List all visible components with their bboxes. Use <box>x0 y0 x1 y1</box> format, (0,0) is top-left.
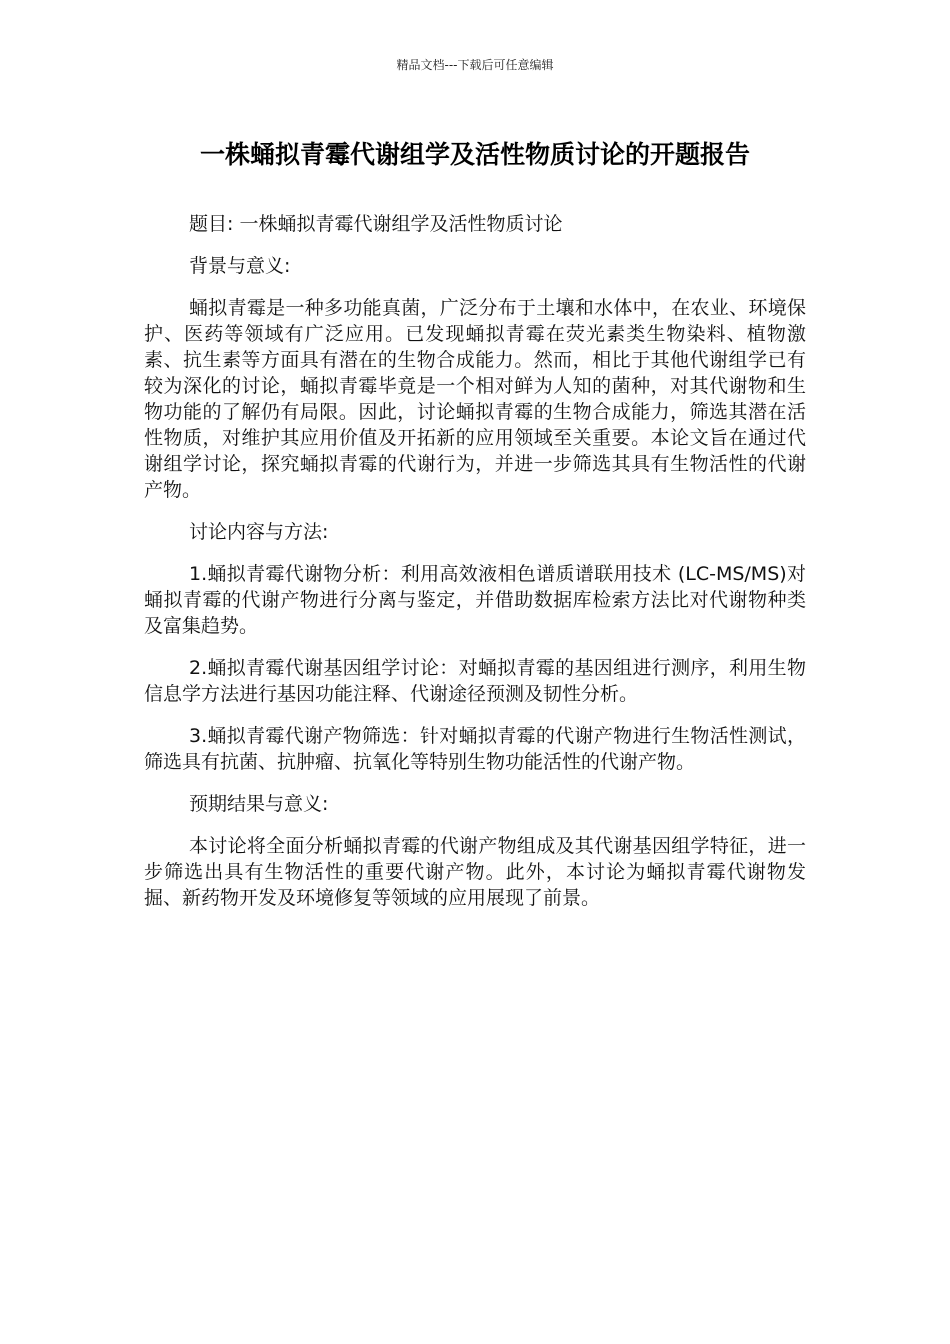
background-paragraph: 蛹拟青霉是一种多功能真菌，广泛分布于土壤和水体中，在农业、环境保护、医药等领域有广泛应用。已发现蛹拟青霉在荧光素类生物染料、植物激素、抗生素等方面具有潜在的生物合成能力。然而，相比于其他代谢组学已有较为深化的讨论，蛹拟青霉毕竟是一个相对鲜为人知的菌种，对其代谢物和生物功能的了解仍有局限。因此，讨论蛹拟青霉的生物合成能力，筛选其潜在活性物质，对维护其应用价值及开拓新的应用领域至关重要。本论文旨在通过代谢组学讨论，探究蛹拟青霉的代谢行为，并进一步筛选其具有生物活性的代谢产物。 <box>144 297 806 501</box>
method-item-2: 2.蛹拟青霉代谢基因组学讨论：对蛹拟青霉的基因组进行测序，利用生物信息学方法进行基因功能注释、代谢途径预测及韧性分析。 <box>144 657 806 705</box>
method-item-3: 3.蛹拟青霉代谢产物筛选：针对蛹拟青霉的代谢产物进行生物活性测试，筛选具有抗菌、抗肿瘤、抗氧化等特别生物功能活性的代谢产物。 <box>144 725 806 773</box>
document-body <box>144 211 806 927</box>
section-heading-background: 背景与意义: <box>189 255 291 277</box>
expected-results-paragraph: 本讨论将全面分析蛹拟青霉的代谢产物组成及其代谢基因组学特征，进一步筛选出具有生物活性的重要代谢产物。此外，本讨论为蛹拟青霉代谢物发掘、新药物开发及环境修复等领域的应用展现了前景。 <box>144 835 806 909</box>
section-heading-methods: 讨论内容与方法: <box>189 521 329 543</box>
document-title: 一株蛹拟青霉代谢组学及活性物质讨论的开题报告 <box>199 140 750 169</box>
page-header-note: 精品文档---下载后可任意编辑 <box>396 58 554 72</box>
section-heading-expected-results: 预期结果与意义: <box>189 793 329 815</box>
method-item-1: 1.蛹拟青霉代谢物分析：利用高效液相色谱质谱联用技术 (LC-MS/MS)对蛹拟青霉的代谢产物进行分离与鉴定，并借助数据库检索方法比对代谢物种类及富集趋势。 <box>144 563 806 637</box>
topic-line: 题目: 一株蛹拟青霉代谢组学及活性物质讨论 <box>189 213 563 235</box>
